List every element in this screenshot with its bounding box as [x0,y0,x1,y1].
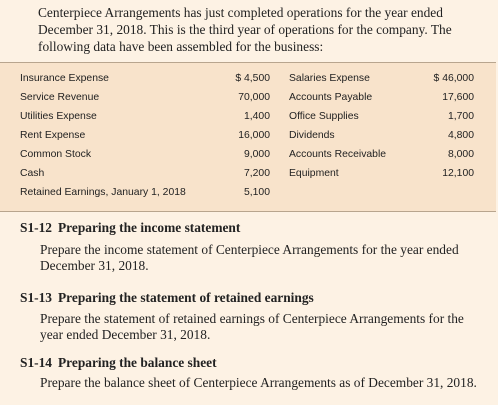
table-row [0,184,496,201]
account-label: Service Revenue [20,92,100,103]
account-amount: 7,200 [243,168,270,179]
account-amount: 4,800 [447,130,474,141]
account-label: Accounts Payable [289,92,373,103]
exercise-instruction: Prepare the statement of retained earnings of Centerpiece Arrangements for the year ended December 31, 2018. [40,311,464,342]
account-amount: 17,600 [442,92,474,103]
account-label: Office Supplies [289,111,359,122]
exercise-title: Preparing the income statement [58,220,241,235]
exercise-title: Preparing the balance sheet [58,355,217,370]
account-label: Dividends [289,130,335,141]
account-amount: 5,100 [243,187,270,198]
account-label: Common Stock [20,149,92,160]
exercise-instruction: Prepare the balance sheet of Centerpiece Arrangements as of December 31, 2018. [40,375,477,390]
account-label: Cash [20,168,45,179]
account-label: Salaries Expense [289,73,370,84]
table-row [0,108,496,125]
account-amount: 9,000 [243,149,270,160]
account-label: Equipment [289,168,339,179]
exercise-heading [20,219,240,236]
account-amount: 12,100 [442,168,474,179]
account-amount: 8,000 [447,149,474,160]
account-label: Accounts Receivable [289,149,387,160]
account-amount: 1,700 [447,111,474,122]
table-row [0,89,496,106]
account-label: Utilities Expense [20,111,97,122]
exercise-title: Preparing the statement of retained earnings [58,290,314,305]
exercise-instruction: Prepare the income statement of Centerpiece Arrangements for the year ended December 31, 2018. [40,242,459,273]
exercise-id: S1-12 [20,220,52,235]
table-row [0,165,496,182]
intro-paragraph: Centerpiece Arrangements has just completed operations for the year ended December 31, 2018. This is the third year of operations for the company. The following data have been assembled for the business: [38,5,452,54]
account-label: Rent Expense [20,130,86,141]
account-amount: 70,000 [238,92,270,103]
account-amount: $ 46,000 [433,73,474,84]
exercise-heading [20,289,314,306]
exercise-id: S1-14 [20,355,52,370]
account-amount: 1,400 [243,111,270,122]
table-row [0,146,496,163]
exercise-id: S1-13 [20,290,52,305]
account-amount: 16,000 [238,130,270,141]
account-label: Retained Earnings, January 1, 2018 [20,187,186,198]
account-data-table [0,62,496,212]
table-row [0,127,496,144]
exercise-heading [20,354,217,371]
account-label: Insurance Expense [20,73,109,84]
table-row [0,70,496,87]
account-amount: $ 4,500 [235,73,270,84]
